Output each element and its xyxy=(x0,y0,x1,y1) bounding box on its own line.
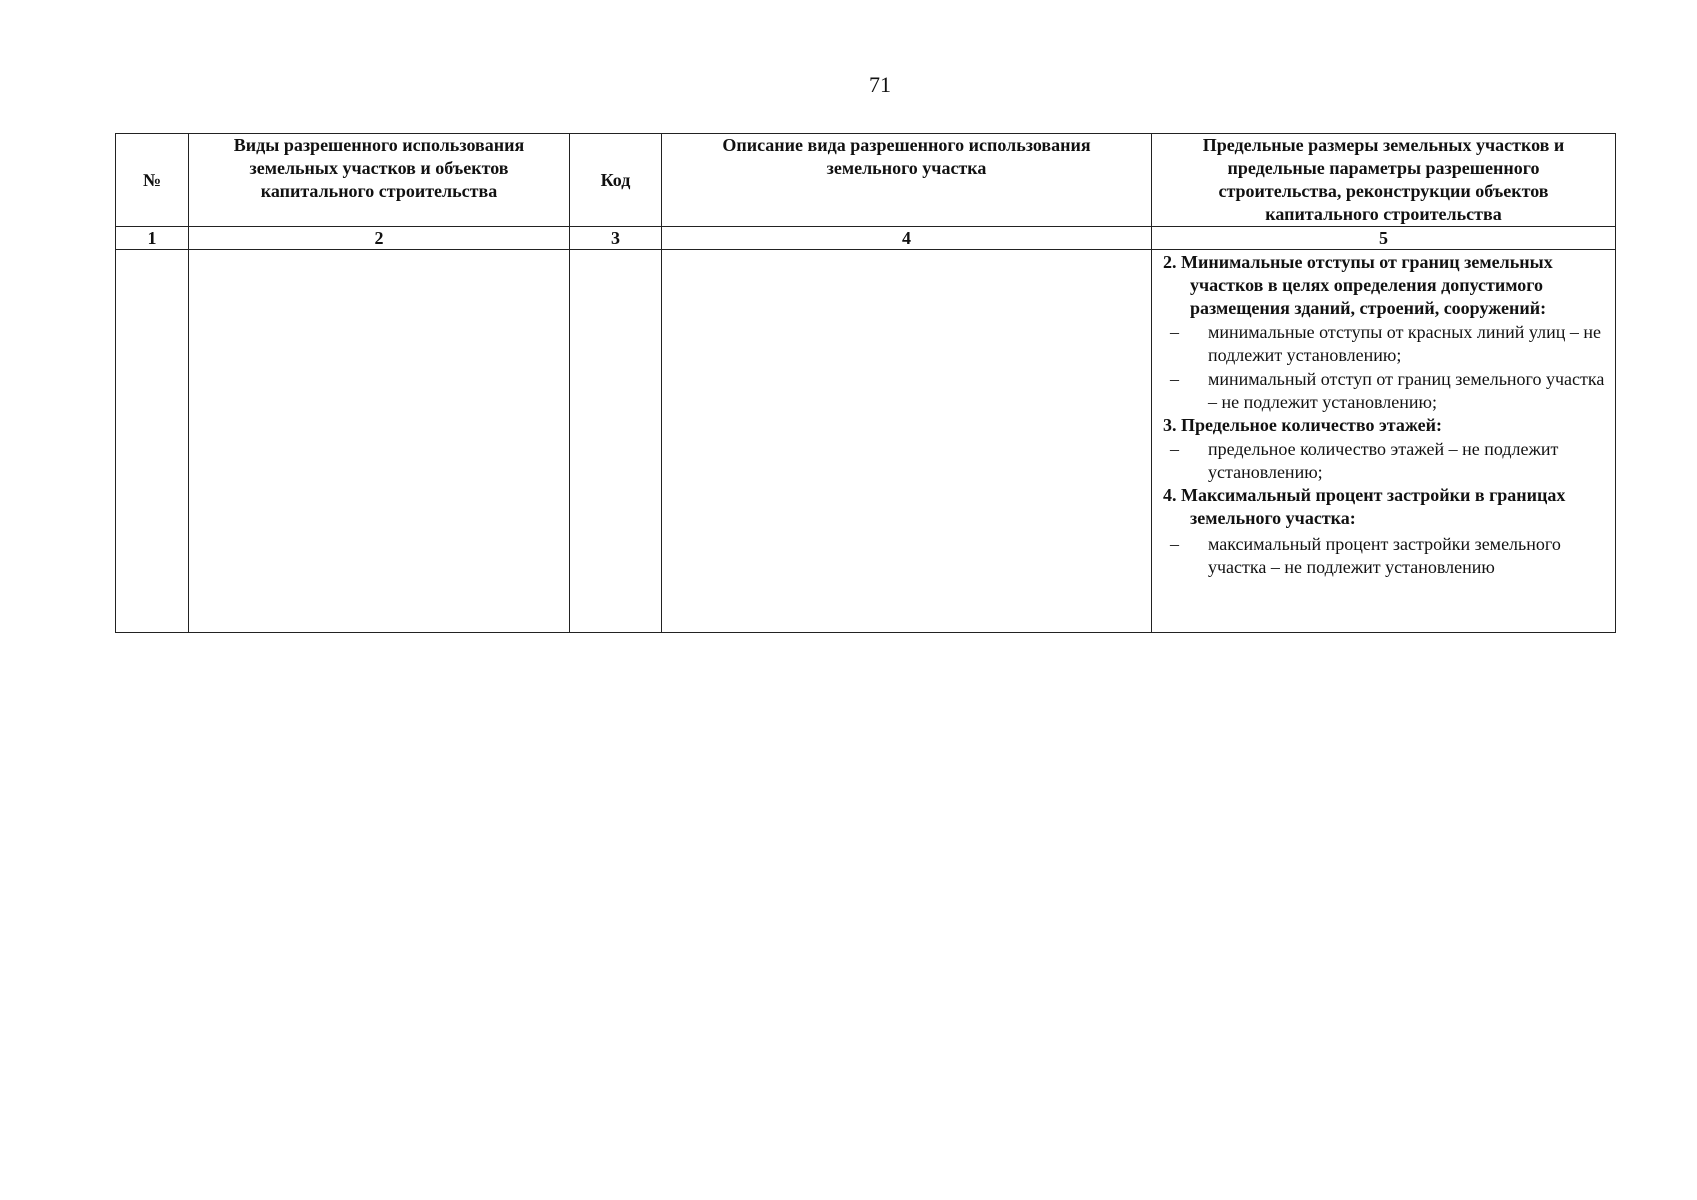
list-item xyxy=(1163,321,1605,367)
list-item xyxy=(1163,368,1605,414)
table-row xyxy=(116,250,1616,633)
list-item-text: предельное количество этажей – не подлежит установлению; xyxy=(1208,439,1559,482)
cell-number xyxy=(116,250,189,633)
page-number: 71 xyxy=(869,72,891,97)
cell-use-type xyxy=(189,250,570,633)
list-item-text: максимальный процент застройки земельного участка – не подлежит установлению xyxy=(1208,534,1561,577)
column-number-5: 5 xyxy=(1152,227,1616,250)
table-header-row xyxy=(116,134,1616,227)
header-code: Код xyxy=(570,134,662,227)
header-use-types: Виды разрешенного использования земельных участков и объектов капитального строительства xyxy=(189,134,570,227)
dash-bullet: – xyxy=(1170,369,1179,389)
cell-description xyxy=(662,250,1152,633)
header-number: № xyxy=(116,134,189,227)
column-number-4: 4 xyxy=(662,227,1152,250)
list-item xyxy=(1163,438,1605,484)
header-description: Описание вида разрешенного использования земельного участка xyxy=(662,134,1152,227)
list-item-text: минимальные отступы от красных линий улиц – не подлежит установлению; xyxy=(1208,322,1601,365)
section-3-title: 3. Предельное количество этажей: xyxy=(1163,415,1442,435)
column-number-row xyxy=(116,227,1616,250)
list-item xyxy=(1163,533,1605,579)
section-2-title: 2. Минимальные отступы от границ земельных участков в целях определения допустимого размещения зданий, строений, сооружений: xyxy=(1163,252,1553,318)
list-item-text: минимальный отступ от границ земельного участка – не подлежит установлению; xyxy=(1208,369,1605,412)
header-limits: Предельные размеры земельных участков и предельные параметры разрешенного строительства, реконструкции объектов капитального строительства xyxy=(1152,134,1616,227)
column-number-2: 2 xyxy=(189,227,570,250)
cell-code xyxy=(570,250,662,633)
column-number-3: 3 xyxy=(570,227,662,250)
land-use-table xyxy=(115,133,1616,633)
dash-bullet: – xyxy=(1170,439,1179,459)
dash-bullet: – xyxy=(1170,322,1179,342)
dash-bullet: – xyxy=(1170,534,1179,554)
cell-limits xyxy=(1152,250,1616,633)
section-4-title: 4. Максимальный процент застройки в границах земельного участка: xyxy=(1163,485,1566,528)
column-number-1: 1 xyxy=(116,227,189,250)
